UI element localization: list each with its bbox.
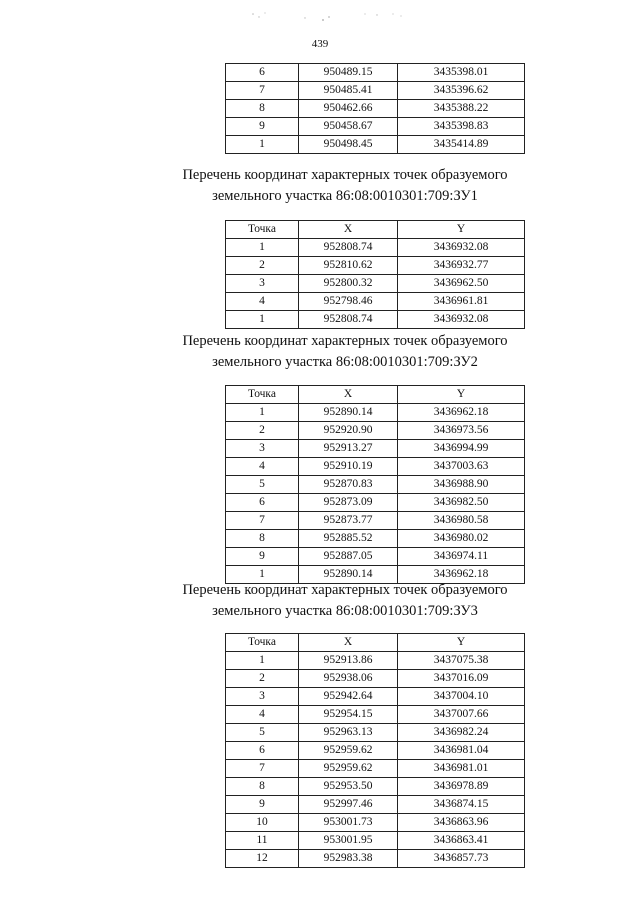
cell-point: 6 (226, 64, 299, 82)
section-title-zu1 (0, 165, 640, 207)
cell-point: 1 (226, 239, 299, 257)
title-line-1: Перечень координат характерных точек образуемого (182, 167, 508, 183)
column-header-point: Точка (226, 386, 299, 404)
table-row (226, 670, 525, 688)
table-row (226, 311, 525, 329)
cell-x: 952887.05 (299, 548, 398, 566)
cell-y: 3436874.15 (398, 796, 525, 814)
cell-y: 3436988.90 (398, 476, 525, 494)
cell-point: 3 (226, 688, 299, 706)
table-row (226, 832, 525, 850)
cell-y: 3435396.62 (398, 82, 525, 100)
cell-point: 6 (226, 742, 299, 760)
table-row (226, 440, 525, 458)
cell-x: 952920.90 (299, 422, 398, 440)
cell-y: 3435398.83 (398, 118, 525, 136)
table-row (226, 512, 525, 530)
coordinates-table-zu3 (225, 633, 525, 868)
cell-x: 952913.86 (299, 652, 398, 670)
cell-y: 3436980.02 (398, 530, 525, 548)
cell-y: 3435414.89 (398, 136, 525, 154)
cell-x: 952870.83 (299, 476, 398, 494)
cell-y: 3436981.04 (398, 742, 525, 760)
cell-x: 952954.15 (299, 706, 398, 724)
table-row (226, 652, 525, 670)
column-header-point: Точка (226, 634, 299, 652)
table-row (226, 548, 525, 566)
cell-point: 8 (226, 530, 299, 548)
table-row (226, 706, 525, 724)
page-number: 439 (311, 38, 329, 50)
title-line-1: Перечень координат характерных точек образуемого (182, 333, 508, 349)
cell-x: 952808.74 (299, 311, 398, 329)
cell-point: 1 (226, 136, 299, 154)
cell-y: 3436932.08 (398, 311, 525, 329)
cell-x: 952959.62 (299, 760, 398, 778)
column-header-x: X (299, 634, 398, 652)
cell-y: 3435388.22 (398, 100, 525, 118)
table-row (226, 422, 525, 440)
cell-x: 952873.09 (299, 494, 398, 512)
cell-y: 3436863.41 (398, 832, 525, 850)
table-row (226, 814, 525, 832)
column-header-x: X (299, 386, 398, 404)
table-row (226, 724, 525, 742)
title-line-2: земельного участка 86:08:0010301:709:ЗУ3 (212, 603, 478, 619)
cell-y: 3437003.63 (398, 458, 525, 476)
table-row (226, 100, 525, 118)
cell-point: 3 (226, 275, 299, 293)
table-row (226, 118, 525, 136)
cell-point: 9 (226, 118, 299, 136)
cell-point: 2 (226, 670, 299, 688)
cell-x: 952798.46 (299, 293, 398, 311)
cell-y: 3436994.99 (398, 440, 525, 458)
table-row (226, 778, 525, 796)
cell-point: 7 (226, 760, 299, 778)
cell-x: 952810.62 (299, 257, 398, 275)
cell-point: 5 (226, 476, 299, 494)
cell-point: 10 (226, 814, 299, 832)
table-row (226, 293, 525, 311)
table-row (226, 760, 525, 778)
cell-point: 2 (226, 257, 299, 275)
cell-point: 4 (226, 706, 299, 724)
column-header-y: Y (398, 221, 525, 239)
table-row (226, 239, 525, 257)
cell-point: 4 (226, 293, 299, 311)
cell-x: 952997.46 (299, 796, 398, 814)
cell-y: 3436961.81 (398, 293, 525, 311)
cell-point: 1 (226, 652, 299, 670)
cell-y: 3436932.77 (398, 257, 525, 275)
cell-y: 3436857.73 (398, 850, 525, 868)
cell-x: 952910.19 (299, 458, 398, 476)
cell-y: 3436973.56 (398, 422, 525, 440)
cell-point: 7 (226, 512, 299, 530)
table-row (226, 796, 525, 814)
table-header-row (226, 634, 525, 652)
cell-point: 1 (226, 566, 299, 584)
cell-x: 950489.15 (299, 64, 398, 82)
section-title-zu2 (0, 331, 640, 373)
cell-point: 9 (226, 796, 299, 814)
title-line-2: земельного участка 86:08:0010301:709:ЗУ2 (212, 354, 478, 370)
cell-x: 952800.32 (299, 275, 398, 293)
cell-y: 3436981.01 (398, 760, 525, 778)
cell-point: 12 (226, 850, 299, 868)
cell-y: 3436932.08 (398, 239, 525, 257)
cell-point: 8 (226, 100, 299, 118)
section-title-zu3 (0, 580, 640, 622)
table-row (226, 742, 525, 760)
cell-x: 950462.66 (299, 100, 398, 118)
cell-point: 7 (226, 82, 299, 100)
cell-point: 5 (226, 724, 299, 742)
table-header-row (226, 386, 525, 404)
column-header-point: Точка (226, 221, 299, 239)
table-row (226, 404, 525, 422)
cell-x: 952959.62 (299, 742, 398, 760)
cell-point: 2 (226, 422, 299, 440)
table-row (226, 494, 525, 512)
table-row (226, 850, 525, 868)
cell-y: 3436982.24 (398, 724, 525, 742)
cell-y: 3436978.89 (398, 778, 525, 796)
cell-x: 952890.14 (299, 566, 398, 584)
column-header-x: X (299, 221, 398, 239)
cell-point: 1 (226, 311, 299, 329)
table-row (226, 458, 525, 476)
scan-artifact (245, 8, 415, 26)
cell-y: 3436962.18 (398, 404, 525, 422)
cell-y: 3436962.18 (398, 566, 525, 584)
coordinates-table-zu1 (225, 220, 525, 329)
table-row (226, 688, 525, 706)
cell-y: 3437007.66 (398, 706, 525, 724)
cell-x: 953001.95 (299, 832, 398, 850)
cell-x: 952913.27 (299, 440, 398, 458)
cell-x: 950498.45 (299, 136, 398, 154)
cell-point: 1 (226, 404, 299, 422)
title-line-2: земельного участка 86:08:0010301:709:ЗУ1 (212, 188, 478, 204)
cell-y: 3436863.96 (398, 814, 525, 832)
table-header-row (226, 221, 525, 239)
column-header-y: Y (398, 386, 525, 404)
cell-point: 9 (226, 548, 299, 566)
cell-x: 952953.50 (299, 778, 398, 796)
cell-x: 952942.64 (299, 688, 398, 706)
continuation-table (225, 63, 525, 154)
cell-point: 11 (226, 832, 299, 850)
table-row (226, 82, 525, 100)
cell-y: 3436980.58 (398, 512, 525, 530)
table-row (226, 136, 525, 154)
cell-x: 952873.77 (299, 512, 398, 530)
table-row (226, 257, 525, 275)
cell-x: 950458.67 (299, 118, 398, 136)
cell-x: 952890.14 (299, 404, 398, 422)
continuation-table-body (226, 64, 525, 154)
column-header-y: Y (398, 634, 525, 652)
cell-y: 3435398.01 (398, 64, 525, 82)
cell-point: 6 (226, 494, 299, 512)
cell-x: 952808.74 (299, 239, 398, 257)
cell-x: 952983.38 (299, 850, 398, 868)
cell-y: 3436974.11 (398, 548, 525, 566)
cell-y: 3436982.50 (398, 494, 525, 512)
table-row (226, 530, 525, 548)
cell-x: 950485.41 (299, 82, 398, 100)
cell-x: 952885.52 (299, 530, 398, 548)
table-row (226, 476, 525, 494)
cell-point: 3 (226, 440, 299, 458)
table-row (226, 64, 525, 82)
cell-point: 8 (226, 778, 299, 796)
title-line-1: Перечень координат характерных точек образуемого (182, 582, 508, 598)
cell-x: 952938.06 (299, 670, 398, 688)
cell-y: 3437075.38 (398, 652, 525, 670)
cell-x: 953001.73 (299, 814, 398, 832)
table-row (226, 275, 525, 293)
cell-point: 4 (226, 458, 299, 476)
cell-y: 3437004.10 (398, 688, 525, 706)
cell-x: 952963.13 (299, 724, 398, 742)
cell-y: 3437016.09 (398, 670, 525, 688)
cell-y: 3436962.50 (398, 275, 525, 293)
coordinates-table-zu2 (225, 385, 525, 584)
